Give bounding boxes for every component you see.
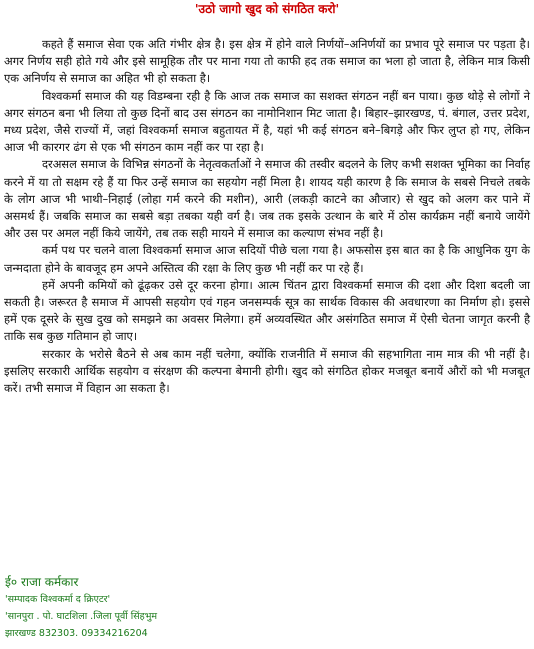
paragraph: विश्वकर्मा समाज की यह विडम्बना रही है कि आज तक समाज का सशक्त संगठन नहीं बन पाया। कुछ थोड़े से लोगों ने अगर संगठन बना भी लिया तो कुछ दिनों बाद उस संगठन का नामोनिशान मिट जाता है। बिहार–झारखण्ड, पं. बंगाल, उत्तर प्रदेश, मध्य प्रदेश, जैसे राज्यों में, जहां विश्वकर्मा समाज बहुतायत में है, यहां भी कई संगठन बने–बिगड़े और फिर लुप्त हो गए, लेकिन आज भी कारगर ढंग से एक भी संगठन काम नहीं कर पा रहा है। xyxy=(4,88,530,155)
author-signature xyxy=(5,574,157,642)
article-title: 'उठो जागो खुद को संगठित करो' xyxy=(194,2,340,16)
author-role: 'सम्पादक विश्वकर्मा द क्रिएटर' xyxy=(5,594,111,605)
paragraph: कर्म पथ पर चलने वाला विश्वकर्मा समाज आज सदियों पीछे चला गया है। अफसोस इस बात का है कि आधुनिक युग के जन्मदाता होने के बावजूद हम अपने अस्तित्व की रक्षा के लिए कुछ भी नहीं कर पा रहे हैं। xyxy=(4,243,530,275)
paragraph: दरअसल समाज के विभिन्न संगठनों के नेतृत्वकर्ताओं ने समाज की तस्वीर बदलने के लिए कभी सशक्त भूमिका का निर्वाह करने में या तो सक्षम रहे हैं या फिर उन्हें समाज का सहयोग नहीं मिला है। शायद यही कारण है कि समाज के सबसे निचले तबके के लोग आज भी भाथी–निहाई (लोहा गर्म करने की मशीन), आरी (लकड़ी काटने का औजार) से खुद को अलग कर पाने में असमर्थ हैं। जबकि समाज का सबसे बड़ा तबका यही वर्ग है। जब तक इसके उत्थान के बारे में ठोस कार्यक्रम नहीं बनाये जायेंगे और उस पर अमल नहीं किये जायेंगे, तब तक सही मायने में समाज का कल्याण संभव नहीं है। xyxy=(4,157,530,241)
paragraph: कहते हैं समाज सेवा एक अति गंभीर क्षेत्र है। इस क्षेत्र में होने वाले निर्णयों–अनिर्णयों का प्रभाव पूरे समाज पर पड़ता है। अगर निर्णय सही होते गये और इसे सामूहिक तौर पर माना गया तो काफी हद तक समाज का भला हो जाता है, लेकिन मात्र किसी एक अनिर्णय से समाज का अहित भी हो सकता है। xyxy=(4,37,530,86)
paragraph: हमें अपनी कमियों को ढूंढ़कर उसे दूर करना होगा। आत्म चिंतन द्वारा विश्वकर्मा समाज की दशा और दिशा बदली जा सकती है। जरूरत है समाज में आपसी सहयोग एवं गहन जनसम्पर्क सूत्र का सार्थक विकास की अवधारणा का निर्माण हो। इससे हमें एक दूसरे के सुख दुख को समझने का अवसर मिलेगा। हमें अव्यवस्थित और असंगठित समाज में ऐसी चेतना जागृत करनी है ताकि सब कुछ गतिमान हो जाए। xyxy=(4,277,530,344)
author-name: ई० राजा कर्मकार xyxy=(5,575,79,589)
article-body xyxy=(4,36,530,397)
author-contact: झारखण्ड 832303. 09334216204 xyxy=(5,628,148,639)
author-address: 'सानपुरा . पो. घाटशिला .जिला पूर्वी सिंहभुम xyxy=(5,611,158,622)
paragraph: सरकार के भरोसे बैठने से अब काम नहीं चलेगा, क्योंकि राजनीति में समाज की सहभागिता नाम मात्र की भी नहीं है। इसलिए सरकारी आर्थिक सहयोग व संरक्षण की कल्पना बेमानी होगी। खुद को संगठित होकर मजबूत बनायें औरों को भी मजबूत करें। तभी समाज में विहान आ सकता है। xyxy=(4,346,530,396)
